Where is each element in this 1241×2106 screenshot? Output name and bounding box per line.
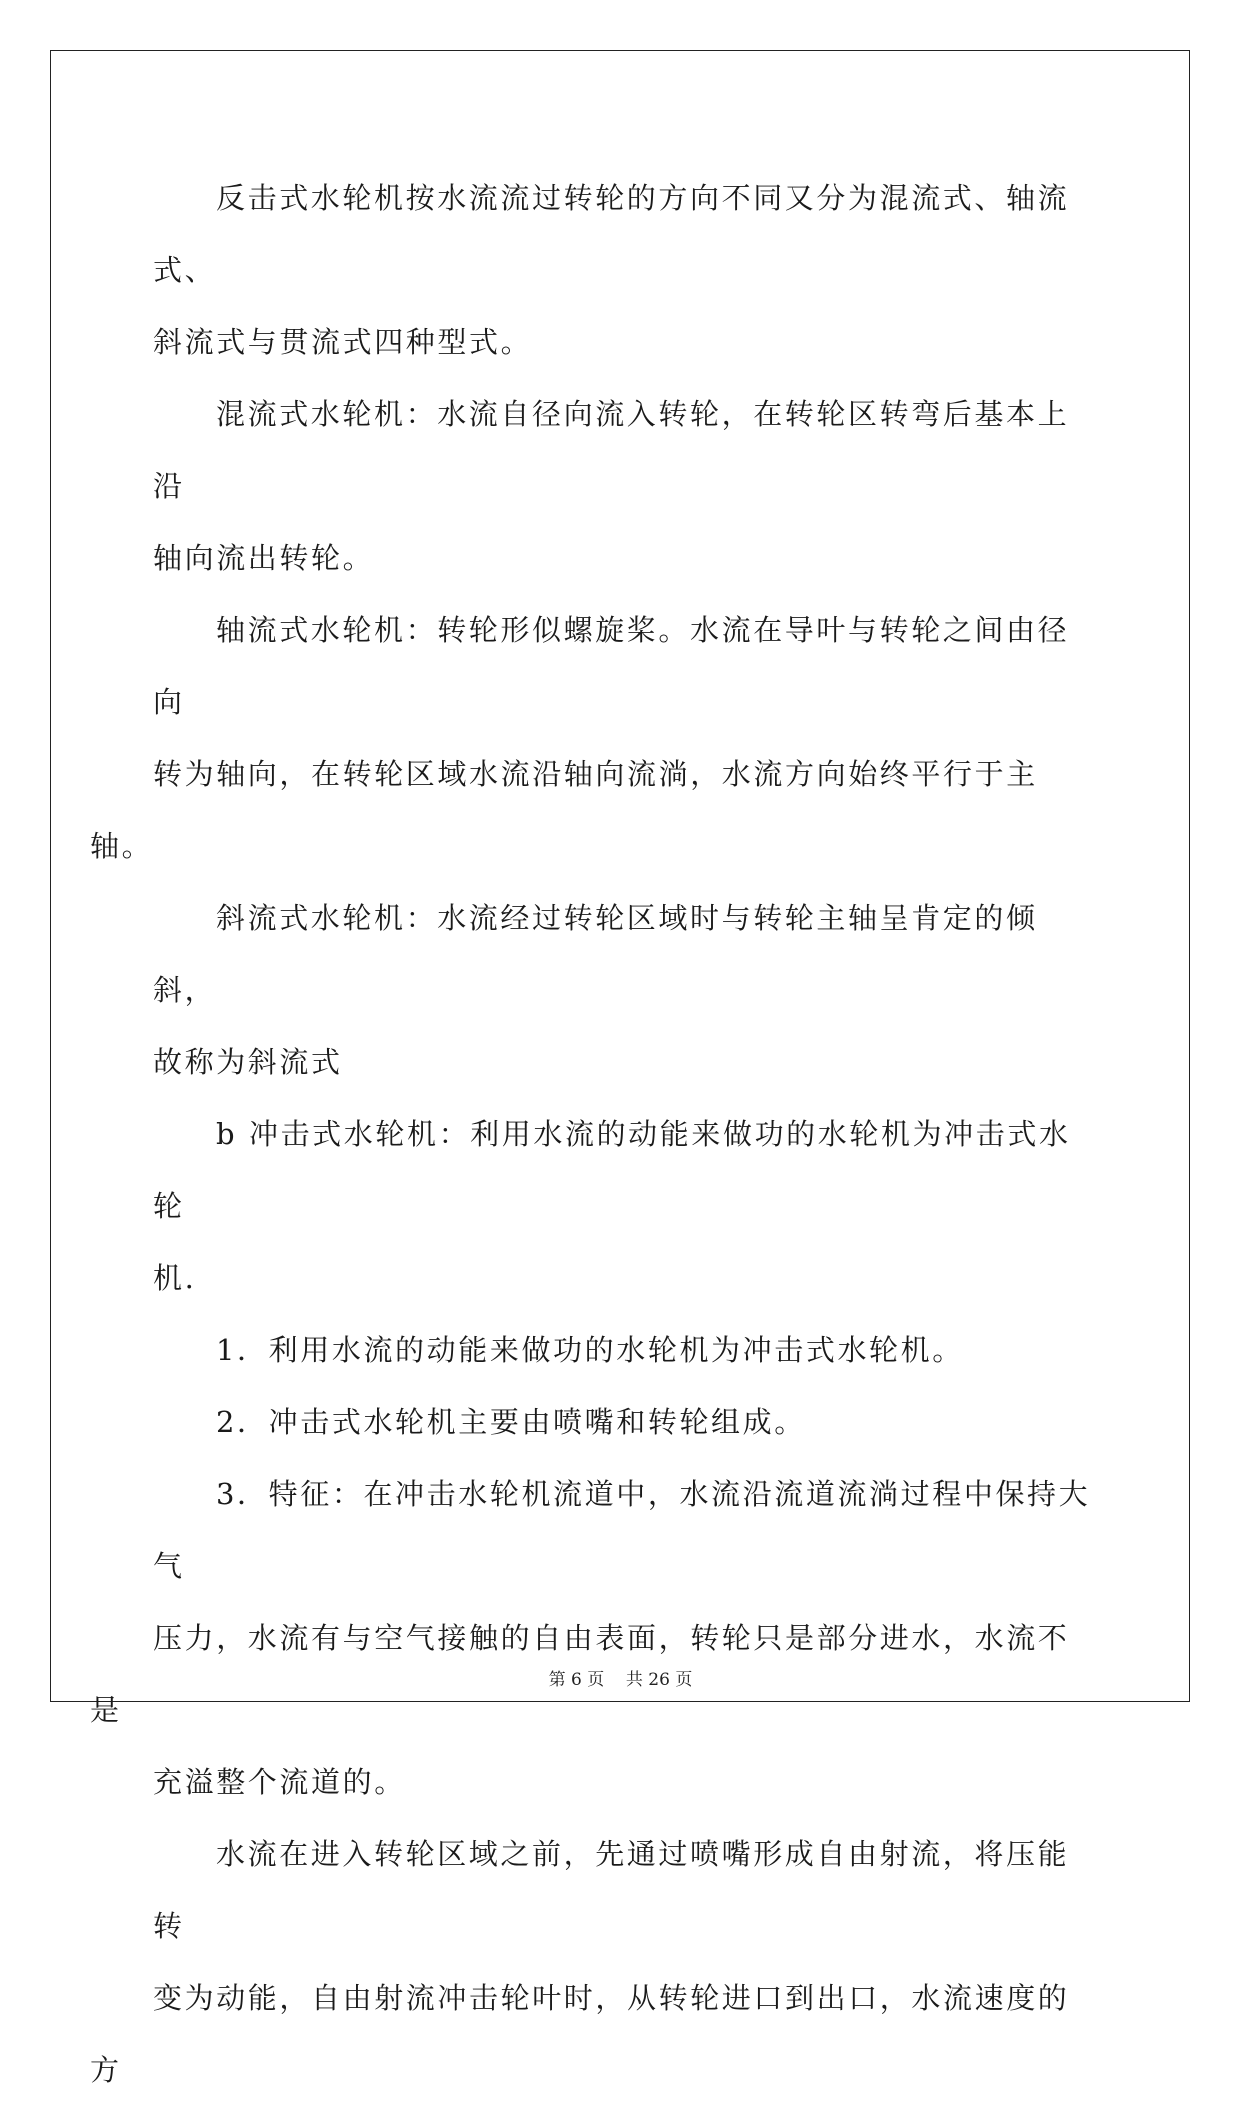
text-line: 轴流式水轮机：转轮形似螺旋桨。水流在导叶与转轮之间由径向 [153,613,1070,719]
paragraph-diagonal-turbine [153,882,1098,1098]
text-line: 反击式水轮机按水流流过转轮的方向不同又分为混流式、轴流式、 [153,181,1070,287]
text-line: 轴向流出转轮。 [153,541,375,575]
paragraph-axial-turbine [90,594,1098,882]
page-total: 共 26 页 [625,1670,693,1690]
text-line: 故称为斜流式 [153,1045,343,1079]
text-line: 1．利用水流的动能来做功的水轮机为冲击式水轮机。 [216,1333,964,1367]
paragraph-reaction-turbine-types [153,162,1098,378]
text-line: 变为动能，自由射流冲击轮叶时，从转轮进口到出口，水流速度的方 [90,1981,1070,2087]
text-line: 水流在进入转轮区域之前，先通过喷嘴形成自由射流，将压能转 [153,1837,1070,1943]
text-line: 混流式水轮机：水流自径向流入转轮，在转轮区转弯后基本上沿 [153,397,1070,503]
document-body [90,162,1098,2106]
paragraph-jet-flow [90,1818,1098,2106]
page-footer [0,1665,1241,1690]
list-item-1 [153,1314,1098,1386]
text-line: 机. [153,1261,197,1295]
paragraph-francis-turbine [153,378,1098,594]
text-line: 2．冲击式水轮机主要由喷嘴和转轮组成。 [216,1405,806,1439]
text-line: 转为轴向，在转轮区域水流沿轴向流淌，水流方向始终平行于主轴。 [90,757,1038,863]
text-line: 压力，水流有与空气接触的自由表面，转轮只是部分进水，水流不是 [90,1621,1070,1727]
paragraph-impulse-turbine [153,1098,1098,1314]
text-line: b 冲击式水轮机：利用水流的动能来做功的水轮机为冲击式水轮 [153,1117,1071,1223]
page-number: 第 6 页 [548,1670,605,1690]
list-item-3 [90,1458,1098,1818]
text-line: 充溢整个流道的。 [153,1765,406,1799]
text-line: 斜流式水轮机：水流经过转轮区域时与转轮主轴呈肯定的倾斜， [153,901,1038,1007]
text-line: 3．特征：在冲击水轮机流道中，水流沿流道流淌过程中保持大气 [153,1477,1091,1583]
text-line: 斜流式与贯流式四种型式。 [153,325,533,359]
list-item-2 [153,1386,1098,1458]
